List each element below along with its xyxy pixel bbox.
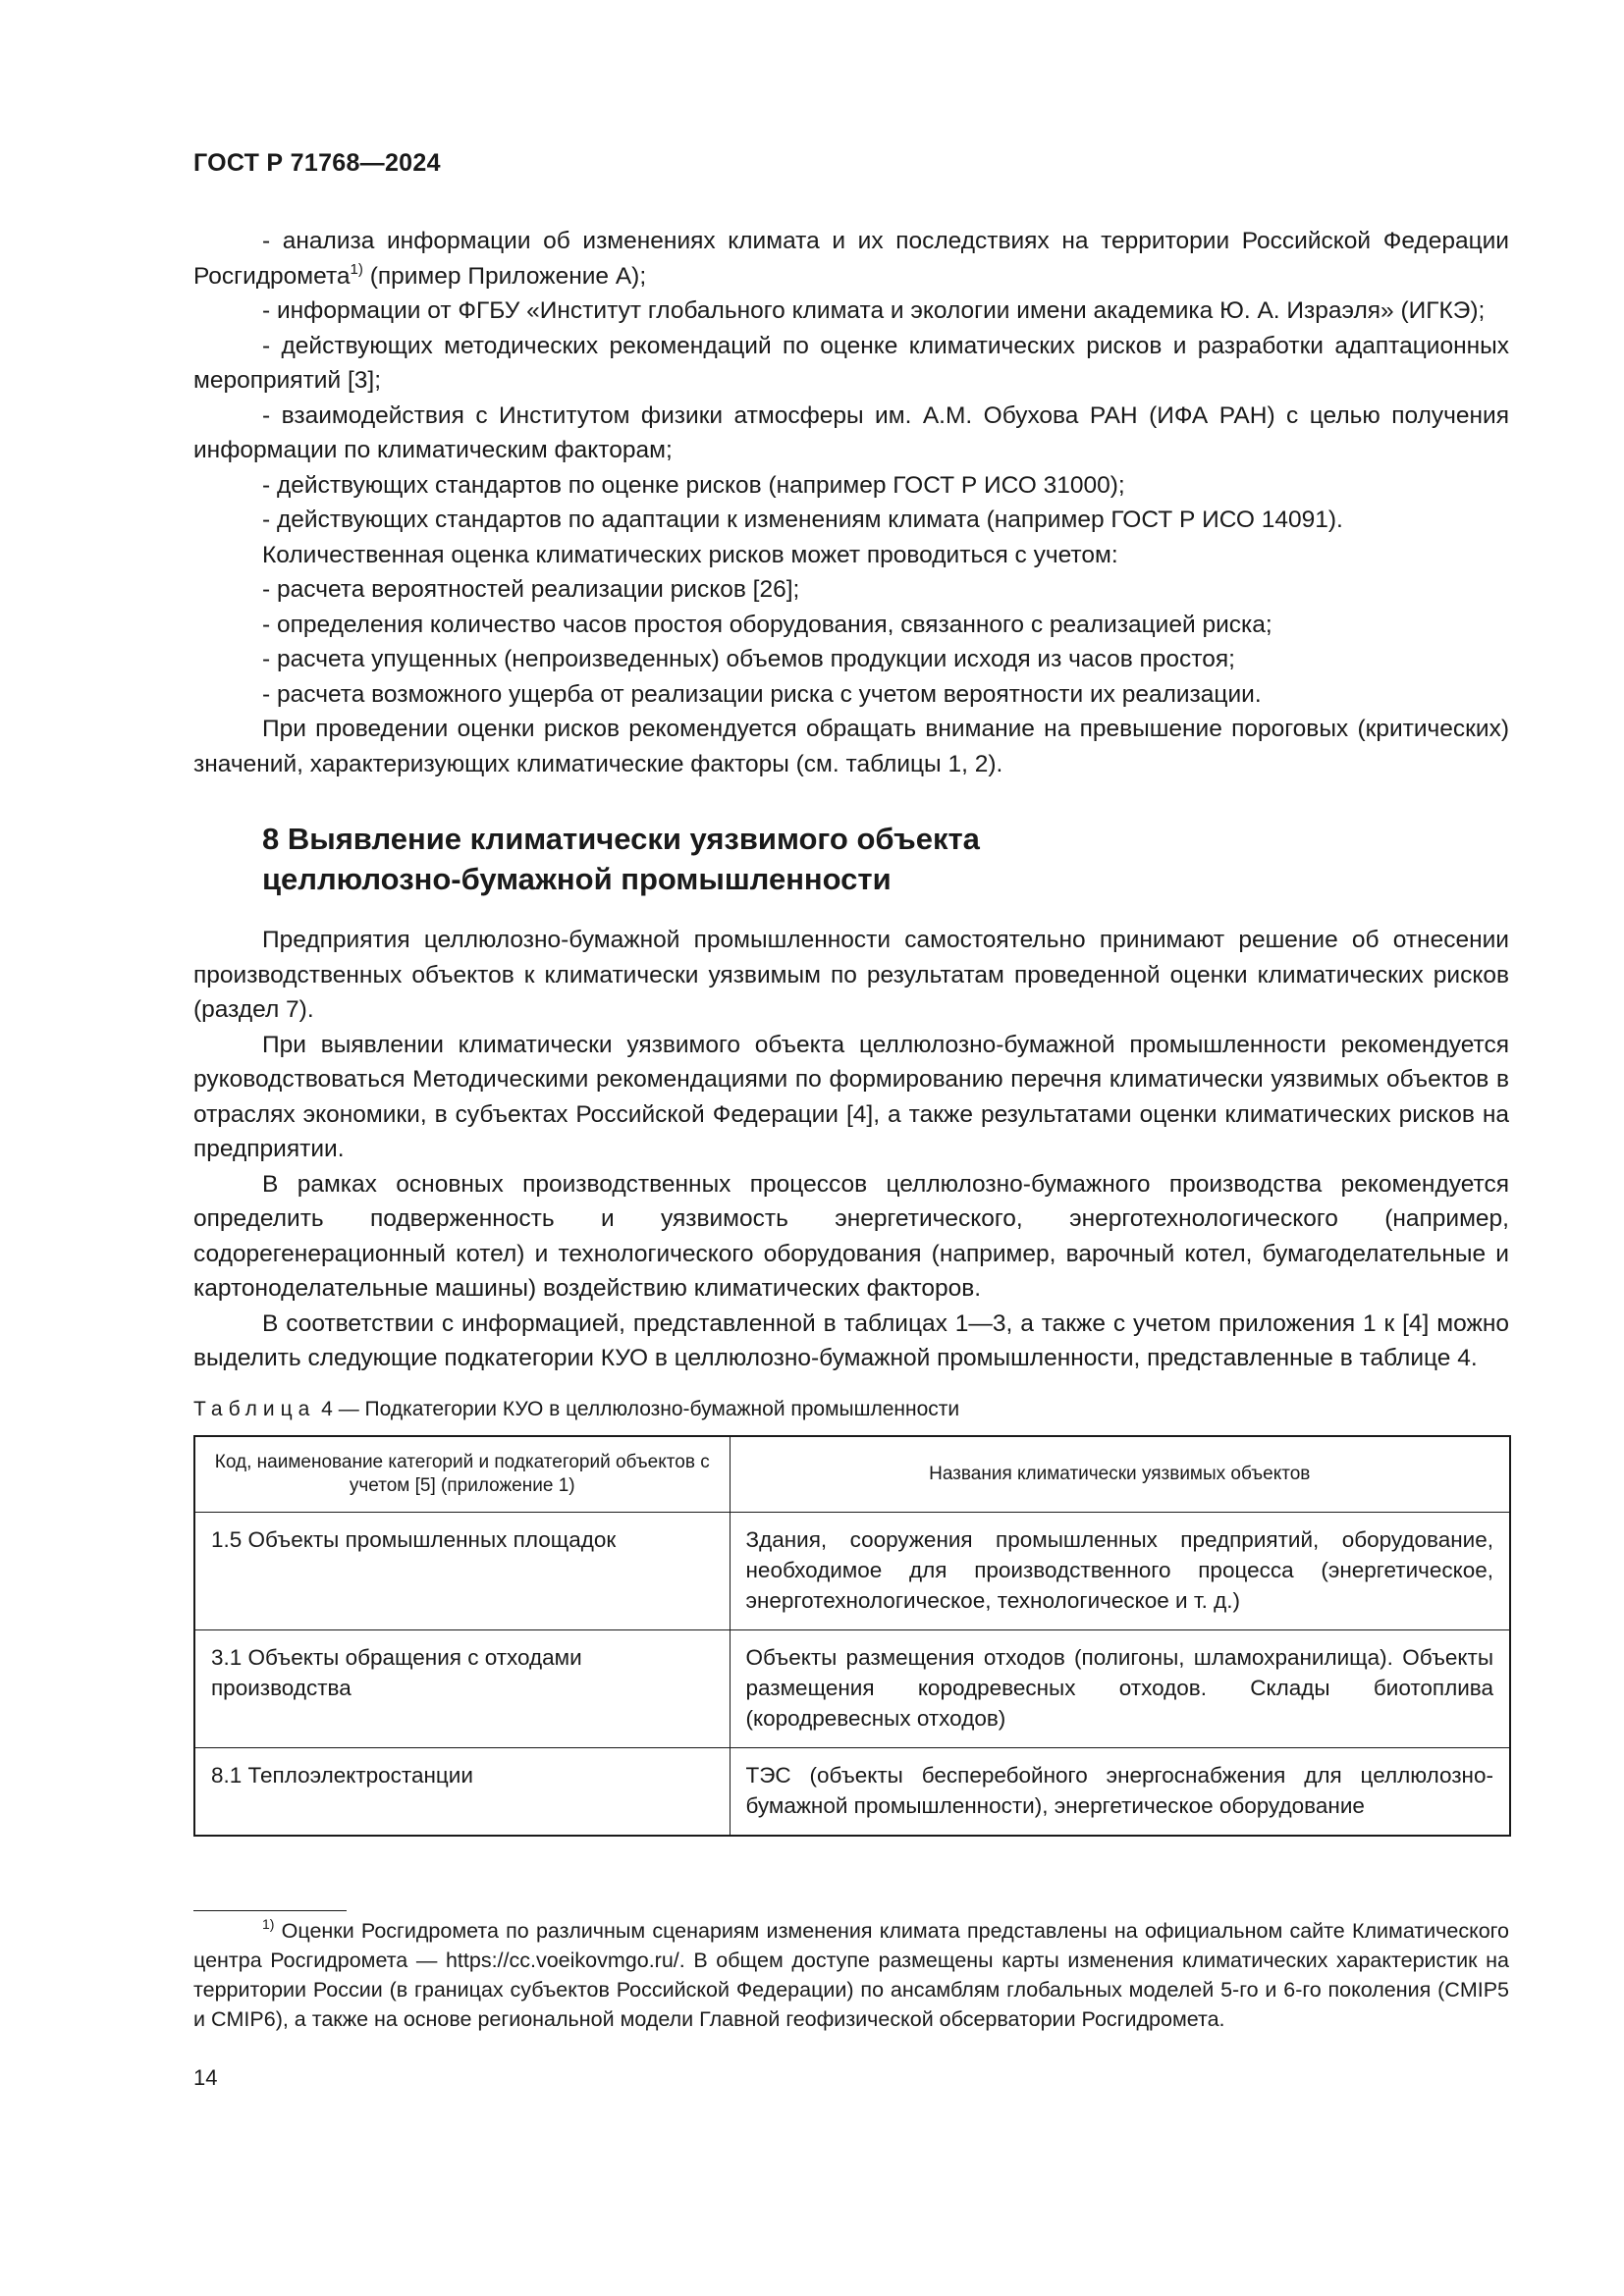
table-cell: ТЭС (объекты бесперебойного энергоснабжения для целлюлозно-бумажной промышленности), энергетическое оборудование bbox=[730, 1747, 1510, 1836]
list-item: - взаимодействия с Институтом физики атмосферы им. А.М. Обухова РАН (ИФА РАН) с целью получения информации по климатическим факторам; bbox=[193, 401, 1509, 463]
table-row bbox=[194, 1747, 1510, 1836]
paragraph: Предприятия целлюлозно-бумажной промышленности самостоятельно принимают решение об отнесении производственных объектов к климатически уязвимым по результатам проведенной оценки климатических рисков (раздел 7). bbox=[193, 927, 1509, 1023]
table-row bbox=[194, 1512, 1510, 1629]
list-item: - действующих методических рекомендаций по оценке климатических рисков и разработки адаптационных мероприятий [3]; bbox=[193, 332, 1509, 394]
list-item: - анализа информации об изменениях климата и их последствиях на территории Российской Федерации Росгидромета$^{1)}$ (пример Приложение А); bbox=[193, 228, 1509, 290]
section-title: 8 Выявление климатически уязвимого объекта целлюлозно-бумажной промышленности bbox=[262, 822, 980, 896]
paragraph: Количественная оценка климатических рисков может проводиться с учетом: bbox=[262, 541, 1118, 568]
paragraph: При выявлении климатически уязвимого объекта целлюлозно-бумажной промышленности рекомендуется руководствоваться Методическими рекомендациями по формированию перечня климатически уязвимых объектов в отраслях экономики, в субъектах Российской Федерации [4], а также результатами оценки климатических рисков на предприятии. bbox=[193, 1031, 1509, 1162]
column-header: Названия климатически уязвимых объектов bbox=[730, 1436, 1510, 1513]
list-item: - информации от ФГБУ «Институт глобального климата и экологии имени академика Ю. А. Израэля» (ИГКЭ); bbox=[262, 297, 1486, 324]
footnote-divider bbox=[193, 1910, 347, 1911]
table-4 bbox=[193, 1435, 1511, 1837]
table-cell: 1.5 Объекты промышленных площадок bbox=[194, 1512, 730, 1629]
footnote-ref[interactable]: 1) bbox=[350, 260, 363, 278]
table-header-row bbox=[194, 1436, 1510, 1513]
paragraph: В соответствии с информацией, представленной в таблицах 1—3, а также с учетом приложения 1 к [4] можно выделить следующие подкатегории КУО в целлюлозно-бумажной промышленности, представленные в таблице 4. bbox=[193, 1309, 1509, 1371]
list-item: - действующих стандартов по оценке рисков (например ГОСТ Р ИСО 31000); bbox=[262, 471, 1125, 499]
table-cell: Здания, сооружения промышленных предприятий, оборудование, необходимое для производственного процесса (энергетическое, энерготехнологическое, технологическое и т. д.) bbox=[730, 1512, 1510, 1629]
footnote-marker: 1) bbox=[262, 1916, 275, 1932]
list-item: - действующих стандартов по адаптации к изменениям климата (например ГОСТ Р ИСО 14091). bbox=[262, 507, 1343, 533]
list-item: - расчета вероятностей реализации рисков [26]; bbox=[262, 576, 800, 603]
document-header: ГОСТ Р 71768—2024 bbox=[193, 149, 441, 177]
column-header: Код, наименование категорий и подкатегорий объектов с учетом [5] (приложение 1) bbox=[194, 1436, 730, 1513]
table-cell: 8.1 Теплоэлектростанции bbox=[194, 1747, 730, 1836]
table-caption: Таблица 4 — Подкатегории КУО в целлюлозно-бумажной промышленности bbox=[193, 1397, 960, 1420]
paragraph: При проведении оценки рисков рекомендуется обращать внимание на превышение пороговых (критических) значений, характеризующих климатические факторы (см. таблицы 1, 2). bbox=[193, 716, 1509, 777]
page-number: 14 bbox=[193, 2065, 218, 2090]
footnote-text: Оценки Росгидромета по различным сценариям изменения климата представлены на официальном сайте Климатического центра Росгидромета — https://cc.voeikovmgo.ru/. В общем доступе размещены карты изменения климатических характеристик на территории России (в границах субъектов Российской Федерации) по ансамблям глобальных моделей 5-го и 6-го поколения (CMIP5 и CMIP6), а также на основе региональной модели Главной геофизической обсерватории Росгидромета. bbox=[193, 1919, 1509, 2031]
paragraph: В рамках основных производственных процессов целлюлозно-бумажного производства рекомендуется определить подверженность и уязвимость энергетического, энерготехнологического (например, содорегенерационный котел) и технологического оборудования (например, варочный котел, бумагоделательные и картоноделательные машины) воздействию климатических факторов. bbox=[193, 1170, 1509, 1302]
table-cell: 3.1 Объекты обращения с отходами производства bbox=[194, 1629, 730, 1747]
footnote bbox=[193, 1916, 1509, 2034]
table-row bbox=[194, 1629, 1510, 1747]
page-content bbox=[193, 224, 1509, 1837]
table-cell: Объекты размещения отходов (полигоны, шламохранилища). Объекты размещения кородревесных отходов. Склады биотоплива (кородревесных отходов) bbox=[730, 1629, 1510, 1747]
list-item: - расчета упущенных (непроизведенных) объемов продукции исходя из часов простоя; bbox=[262, 646, 1235, 672]
list-item: - расчета возможного ущерба от реализации риска с учетом вероятности их реализации. bbox=[262, 680, 1262, 708]
list-item: - определения количество часов простоя оборудования, связанного с реализацией риска; bbox=[262, 611, 1272, 638]
